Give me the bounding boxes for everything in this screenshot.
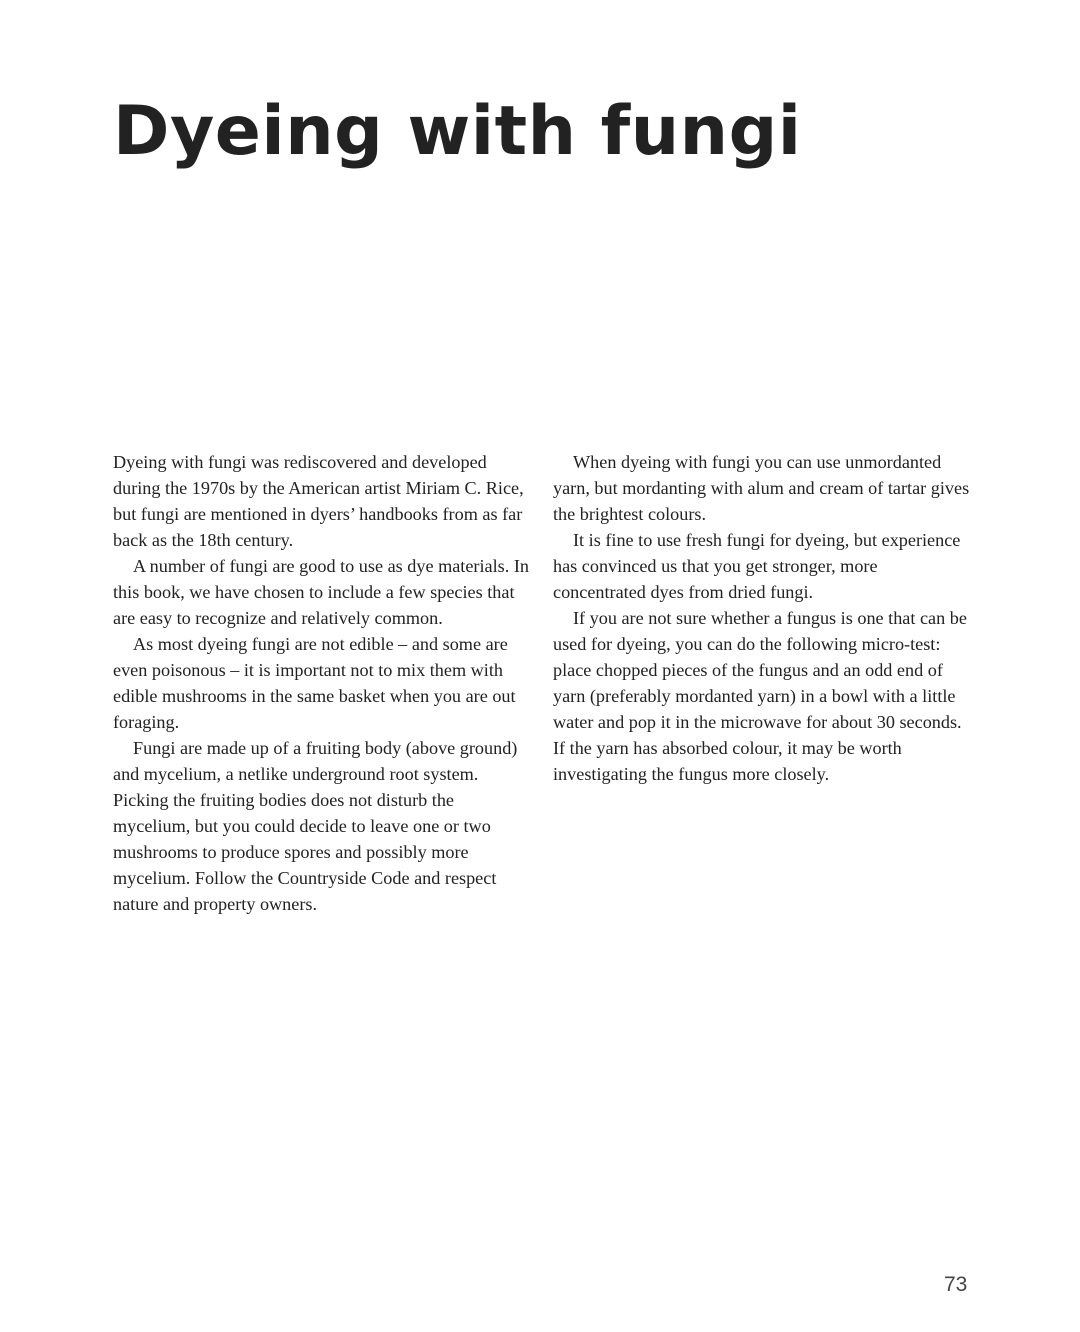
paragraph: It is fine to use fresh fungi for dyeing, but experience has convinced us that you get stronger, more concentrated dyes from dried fungi. — [553, 530, 961, 602]
paragraph: Fungi are made up of a fruiting body (above ground) and mycelium, a netlike underground root system. Picking the fruiting bodies does not disturb the mycelium, but you could decide to leave one or two mushrooms to produce spores and possibly more mycelium. Follow the Countryside Code and respect nature and property owners. — [113, 738, 518, 914]
paragraph: As most dyeing fungi are not edible – and some are even poisonous – it is important not to mix them with edible mushrooms in the same basket when you are out foraging. — [113, 634, 516, 732]
paragraph: Dyeing with fungi was rediscovered and developed during the 1970s by the American artist Miriam C. Rice, but fungi are mentioned in dyers’ handbooks from as far back as the 18th century. — [113, 452, 524, 550]
paragraph: If you are not sure whether a fungus is one that can be used for dyeing, you can do the following micro-test: place chopped pieces of the fungus and an odd end of yarn (preferably mordanted yarn) in a bowl with a little water and pop it in the microwave for about 30 seconds. If the yarn has absorbed colour, it may be worth investigating the fungus more closely. — [553, 608, 967, 784]
paragraph: When dyeing with fungi you can use unmordanted yarn, but mordanting with alum and cream of tartar gives the brightest colours. — [553, 452, 970, 524]
body-column-left — [113, 449, 533, 917]
paragraph: A number of fungi are good to use as dye materials. In this book, we have chosen to include a few species that are easy to recognize and relatively common. — [113, 556, 529, 628]
page-number: 73 — [944, 1273, 968, 1296]
page-title: Dyeing with fungi — [113, 92, 802, 171]
body-column-right — [553, 449, 973, 787]
